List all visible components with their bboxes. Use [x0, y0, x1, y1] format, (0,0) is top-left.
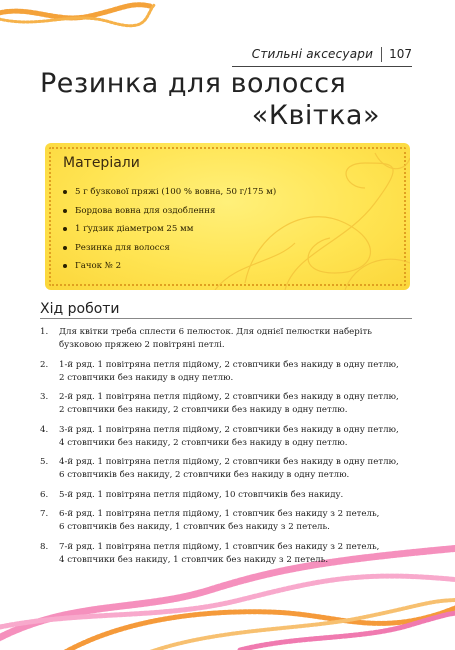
step-text: 5-й ряд. 1 повітряна петля підйому, 10 стовпчиків без накиду. — [59, 489, 344, 500]
step-text: 7-й ряд. 1 повітряна петля підйому, 1 стовпчик без накиду з 2 петель, 4 стовпчики без накиду, 1 стовпчик без накиду з 2 петель. — [59, 541, 380, 565]
step-text: 2-й ряд. 1 повітряна петля підйому, 2 стовпчики без накиду в одну петлю, 2 стовпчики без накиду, 2 стовпчики без накиду в одну петлю. — [59, 392, 399, 415]
list-item: Резинка для волосся — [63, 239, 276, 258]
bullet-icon — [63, 227, 67, 231]
step-number: 2. — [40, 359, 49, 370]
header-separator — [381, 47, 382, 62]
step-item — [40, 424, 415, 450]
materials-list — [63, 183, 276, 276]
step-number: 4. — [40, 424, 49, 435]
step-number: 5. — [40, 457, 49, 467]
steps-list — [40, 326, 415, 573]
step-number: 1. — [40, 327, 49, 337]
header-rule — [232, 66, 412, 67]
list-item: 1 ґудзик діаметром 25 мм — [63, 220, 276, 239]
materials-heading: Матеріали — [63, 155, 140, 171]
title-line-2: «Квітка» — [251, 100, 380, 131]
bullet-icon — [63, 190, 67, 194]
list-item: Бордова вовна для оздоблення — [63, 202, 276, 221]
section-title: Стильні аксесуари — [251, 47, 374, 61]
step-text: 4-й ряд. 1 повітряна петля підйому, 2 стовпчики без накиду в одну петлю, 6 стовпчиків без накиду, 2 стовпчики без накиду в одну петлю. — [59, 457, 399, 480]
page-title — [40, 68, 380, 132]
bullet-icon — [63, 264, 67, 268]
step-text: Для квітки треба сплести 6 пелюсток. Для однієї пелюстки наберіть бузковою пряжею 2 повітряні петлі. — [59, 327, 372, 350]
materials-box — [45, 143, 410, 290]
step-item — [40, 359, 415, 385]
running-header — [232, 44, 412, 64]
step-text: 1-й ряд. 1 повітряна петля підйому, 2 стовпчики без накиду в одну петлю, 2 стовпчики без накиду в одну петлю. — [59, 359, 399, 383]
step-item — [40, 541, 415, 567]
step-text: 6-й ряд. 1 повітряна петля підйому, 1 стовпчик без накиду з 2 петель, 6 стовпчиків без накиду, 1 стовпчик без накиду з 2 петель. — [59, 509, 380, 532]
list-item: 5 г бузкової пряжі (100 % вовна, 50 г/175 м) — [63, 183, 276, 202]
bullet-icon — [63, 246, 67, 250]
title-line-1: Резинка для волосся — [40, 68, 347, 99]
step-item — [40, 391, 415, 417]
step-number: 8. — [40, 541, 49, 552]
step-item — [40, 489, 415, 502]
step-item — [40, 456, 415, 482]
step-number: 7. — [40, 509, 49, 519]
step-item — [40, 508, 415, 534]
step-number: 6. — [40, 489, 49, 500]
step-number: 3. — [40, 392, 49, 402]
bullet-icon — [63, 209, 67, 213]
list-item: Гачок № 2 — [63, 257, 276, 276]
page-number: 107 — [389, 47, 412, 61]
step-item — [40, 326, 415, 352]
step-text: 3-й ряд. 1 повітряна петля підйому, 2 стовпчики без накиду в одну петлю, 4 стовпчики без накиду, 2 стовпчики без накиду в одну петлю. — [59, 424, 399, 448]
work-heading: Хід роботи — [40, 301, 120, 317]
work-rule — [40, 318, 412, 319]
